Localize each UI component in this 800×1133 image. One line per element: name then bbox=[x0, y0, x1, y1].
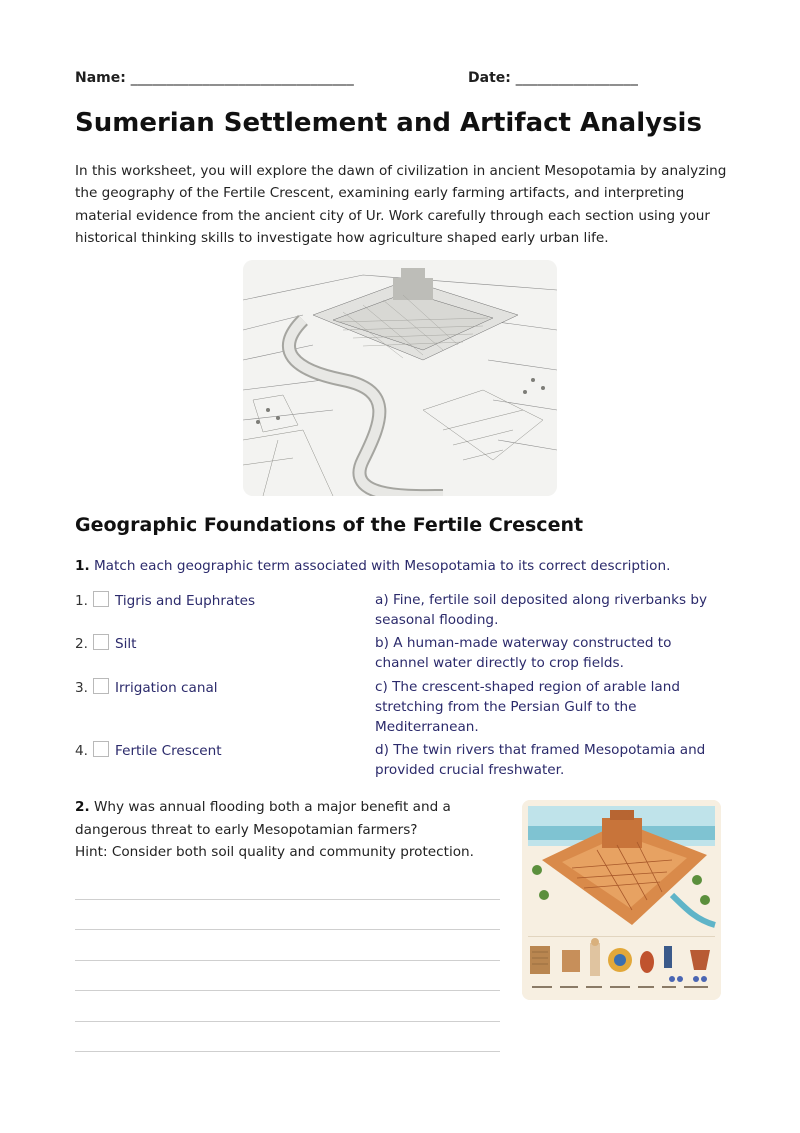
match-description-b: b) A human-made waterway constructed to channel water directly to crop fields. bbox=[375, 635, 672, 671]
term-number: 4. bbox=[75, 743, 88, 759]
city-sketch-graphic bbox=[243, 260, 557, 496]
question-2-prompt bbox=[75, 796, 495, 864]
answer-checkbox[interactable] bbox=[93, 678, 109, 694]
answer-line[interactable] bbox=[75, 1021, 500, 1022]
ancient-city-illustration bbox=[243, 260, 557, 496]
answer-line[interactable] bbox=[75, 960, 500, 961]
term-label: Tigris and Euphrates bbox=[115, 593, 256, 609]
date-field[interactable] bbox=[468, 70, 638, 86]
name-label: Name: bbox=[75, 70, 126, 86]
term-number: 3. bbox=[75, 680, 88, 696]
answer-checkbox[interactable] bbox=[93, 634, 109, 650]
artifact-collage-graphic bbox=[522, 800, 721, 1000]
answer-line[interactable] bbox=[75, 899, 500, 900]
term-number: 2. bbox=[75, 636, 88, 652]
term-label: Silt bbox=[115, 636, 137, 652]
intro-paragraph: In this worksheet, you will explore the dawn of civilization in ancient Mesopotamia by analyzing the geography of the Fertile Crescent, examining early farming artifacts, and interpreting material evidence from the ancient city of Ur. Work carefully through each section using your historical thinking skills to investigate how agriculture shaped early urban life. bbox=[75, 163, 727, 246]
match-term-3 bbox=[75, 678, 218, 696]
answer-line[interactable] bbox=[75, 1051, 500, 1052]
date-label: Date: bbox=[468, 70, 511, 86]
date-blank[interactable]: _________________ bbox=[515, 70, 639, 86]
match-term-1 bbox=[75, 591, 255, 609]
answer-checkbox[interactable] bbox=[93, 591, 109, 607]
match-description-a: a) Fine, fertile soil deposited along riverbanks by seasonal flooding. bbox=[375, 592, 708, 628]
question-1-prompt bbox=[75, 558, 755, 574]
match-term-2 bbox=[75, 634, 137, 652]
question-2-hint: Hint: Consider both soil quality and community protection. bbox=[75, 844, 474, 860]
match-description-d: d) The twin rivers that framed Mesopotamia and provided crucial freshwater. bbox=[375, 742, 706, 778]
answer-line[interactable] bbox=[75, 929, 500, 930]
answer-line[interactable] bbox=[75, 990, 500, 991]
match-term-4 bbox=[75, 741, 222, 759]
artifact-collage-illustration bbox=[522, 800, 721, 1000]
worksheet-title: Sumerian Settlement and Artifact Analysis bbox=[75, 108, 702, 138]
question-1-number: 1. bbox=[75, 558, 90, 574]
section-heading: Geographic Foundations of the Fertile Crescent bbox=[75, 514, 584, 536]
name-blank[interactable]: _______________________________ bbox=[130, 70, 354, 86]
question-1-text: Match each geographic term associated with Mesopotamia to its correct description. bbox=[93, 558, 671, 574]
term-label: Fertile Crescent bbox=[115, 743, 222, 759]
question-2-text: Why was annual flooding both a major benefit and a dangerous threat to early Mesopotamian farmers? bbox=[75, 799, 451, 838]
term-label: Irrigation canal bbox=[115, 680, 218, 696]
answer-checkbox[interactable] bbox=[93, 741, 109, 757]
match-description-c: c) The crescent-shaped region of arable land stretching from the Persian Gulf to the Mediterranean. bbox=[375, 679, 680, 735]
question-2-number: 2. bbox=[75, 799, 90, 815]
name-field[interactable] bbox=[75, 70, 354, 86]
term-number: 1. bbox=[75, 593, 88, 609]
